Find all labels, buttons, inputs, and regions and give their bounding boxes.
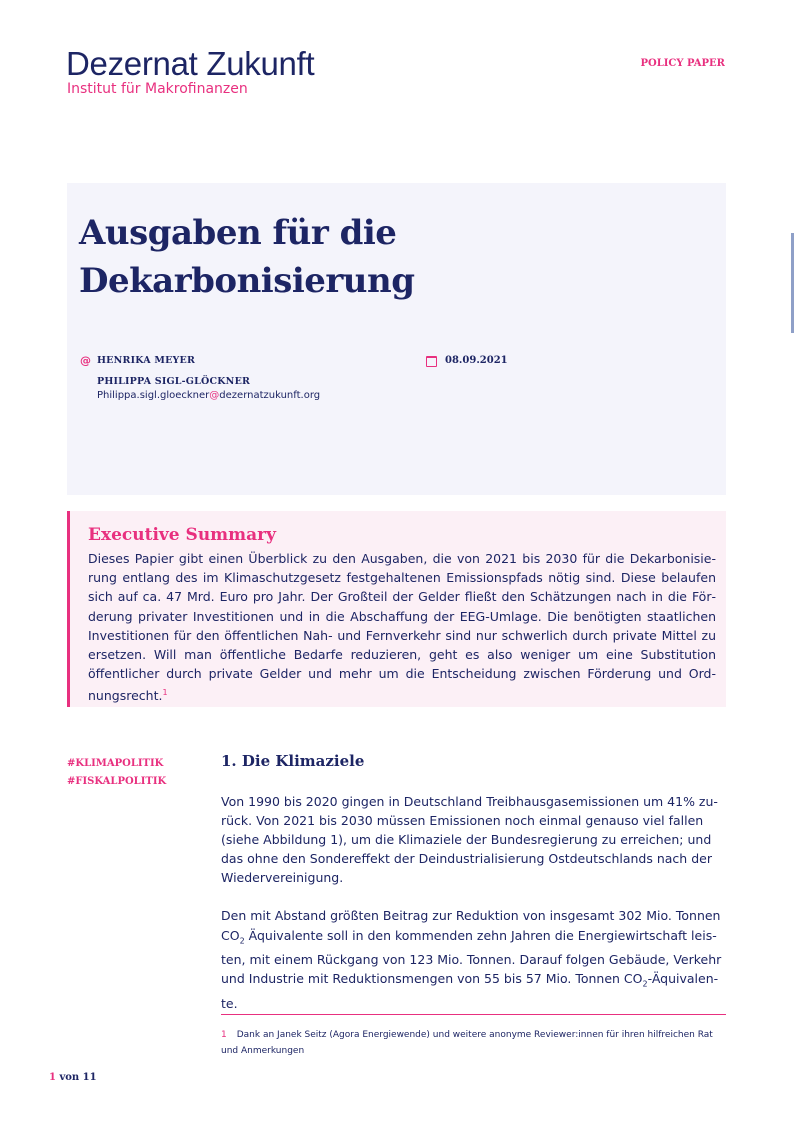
author-email-link[interactable] bbox=[97, 390, 320, 401]
email-domain: dezernatzukunft.org bbox=[219, 390, 321, 401]
paragraph-1: Von 1990 bis 2020 gingen in Deutschland Treibhausgasemissionen um 41% zurück. Von 2021 bis 2030 müssen Emissionen noch einmal genauso viel fallen (siehe Abbildung 1), um die Klimaziele der Bundesregierung zu erreichen; und das ohne den Sondereffekt der Deindustrialisierung Ostdeutschlands nach der Wiedervereinigung. bbox=[221, 794, 718, 886]
document-type-label: POLICY PAPER bbox=[640, 58, 725, 69]
publication-date: 08.09.2021 bbox=[445, 355, 508, 366]
current-page: 1 bbox=[49, 1072, 56, 1083]
brand-name: Dezernat Zukunft bbox=[66, 45, 315, 82]
paragraph-2-part-2: Äquivalente soll in den kommenden zehn Jahren die Energiewirtschaft leisten, mit einem Rückgang von 123 Mio. Tonnen. Darauf folgen Gebäude, Verkehr und Industrie mit Reduktionsmengen von 55 bis 57 Mio. Tonnen CO bbox=[221, 927, 722, 987]
footnote bbox=[221, 1027, 726, 1059]
paragraph-2-part-1: Den mit Abstand größten Beitrag zur Reduktion von insgesamt 302 Mio. Tonnen CO bbox=[221, 908, 721, 943]
co2-subscript: 2 bbox=[239, 936, 245, 946]
executive-summary-text bbox=[88, 549, 716, 706]
author-name-1: HENRIKA MEYER bbox=[97, 355, 196, 366]
calendar-icon bbox=[426, 356, 437, 367]
paragraph-2 bbox=[221, 906, 726, 1012]
email-user: Philippa.sigl.gloeckner bbox=[97, 390, 210, 401]
footnote-number: 1 bbox=[221, 1030, 227, 1040]
paragraph-2-part-3: -Äquivalente. bbox=[221, 971, 719, 1011]
at-sign-icon: @ bbox=[80, 354, 91, 367]
footnote-divider bbox=[221, 1014, 726, 1015]
page-indicator bbox=[49, 1072, 97, 1083]
page-title bbox=[79, 209, 679, 305]
tag-klimapolitik[interactable]: #KLIMAPOLITIK bbox=[67, 758, 164, 769]
co2-subscript: 2 bbox=[642, 979, 648, 989]
email-at: @ bbox=[209, 390, 220, 401]
section-body bbox=[221, 792, 726, 1013]
brand-subtitle: Institut für Makrofinanzen bbox=[67, 81, 248, 97]
footnote-ref[interactable]: 1 bbox=[162, 688, 168, 698]
executive-summary-heading: Executive Summary bbox=[88, 525, 277, 545]
executive-summary-body: Dieses Papier gibt einen Überblick zu den Ausgaben, die von 2021 bis 2030 für die Dekarbonisierung entlang des im Klimaschutzgesetz festgehaltenen Emissionspfads nötig sind. Diese belaufen sich auf ca. 47 Mrd. Euro pro Jahr. Der Großteil der Gelder fließt den Schätzungen nach in die Förderung privater Investitionen und in die Abschaffung der EEG-Umlage. Die benötigten staatlichen Investitionen für den öffentlichen Nah- und Fernverkehr sind nur schwerlich durch private Mittel zu ersetzen. Will man öffentliche Bedarfe reduzieren, geht es also weniger um eine Substitution öffentlicher durch private Gelder und mehr um die Entscheidung zwischen Förderung und Ordnungsrecht. bbox=[88, 551, 716, 704]
tag-list bbox=[67, 755, 166, 791]
author-name-2: PHILIPPA SIGL-GLÖCKNER bbox=[97, 376, 251, 387]
total-pages: von 11 bbox=[55, 1072, 97, 1083]
title-line-2: Dekarbonisierung bbox=[79, 261, 415, 301]
footnote-text: Dank an Janek Seitz (Agora Energiewende) und weitere anonyme Reviewer:innen für ihren hilfreichen Rat und Anmerkungen bbox=[221, 1030, 713, 1056]
tag-fiskalpolitik[interactable]: #FISKALPOLITIK bbox=[67, 776, 167, 787]
title-line-1: Ausgaben für die bbox=[79, 213, 397, 253]
section-heading: 1. Die Klimaziele bbox=[221, 752, 365, 770]
